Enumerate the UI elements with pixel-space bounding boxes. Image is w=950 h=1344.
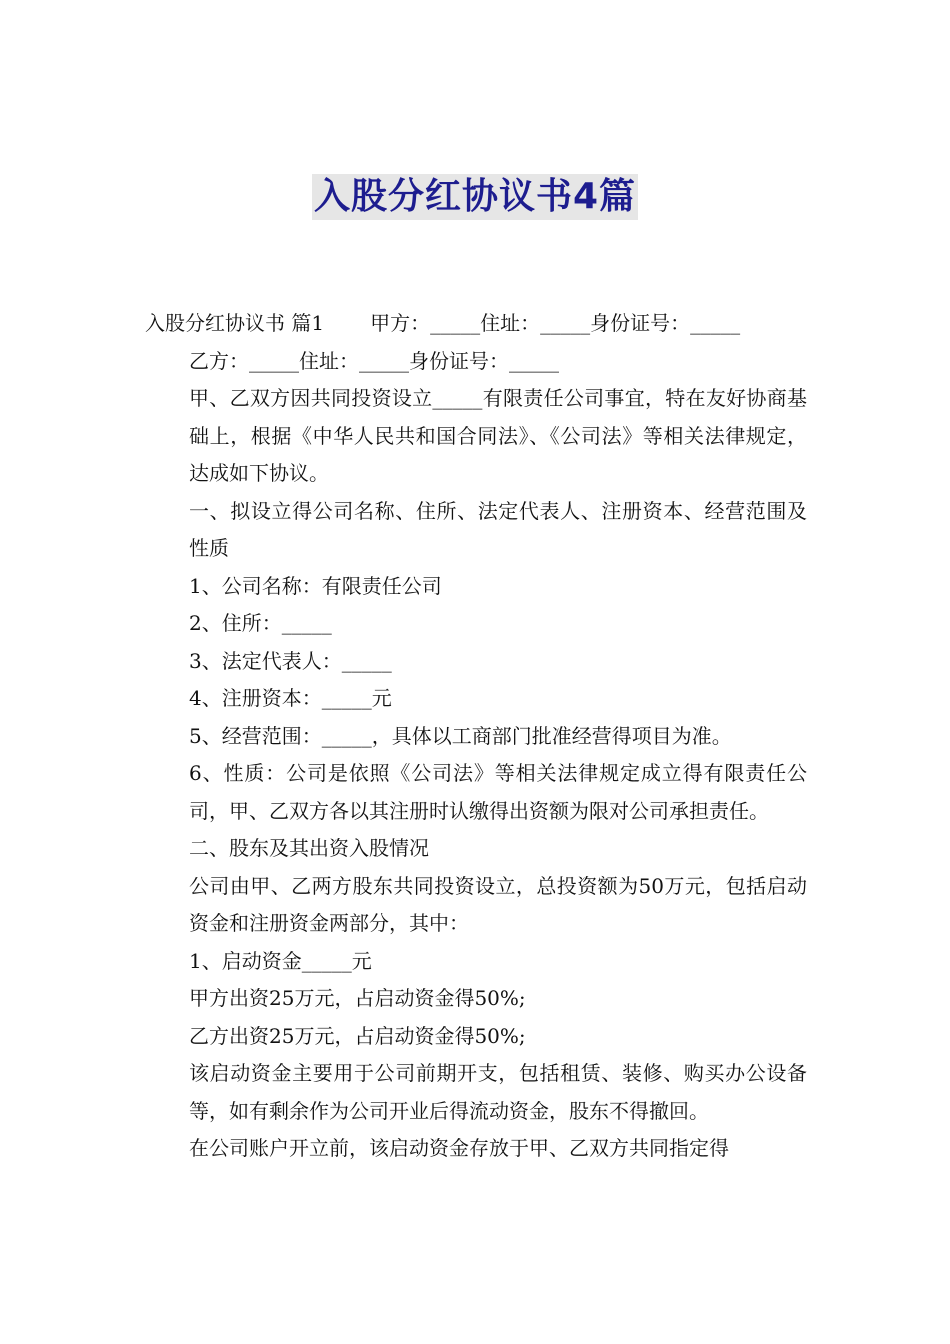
paragraph-address: 2、住所：_____	[189, 611, 332, 635]
section-heading: 入股分红协议书 篇1	[145, 311, 325, 335]
paragraph-party-b: 乙方：_____住址：_____身份证号：_____	[189, 348, 559, 373]
document-body	[145, 305, 807, 1168]
paragraph-scope: 5、经营范围：_____，具体以工商部门批准经营得项目为准。	[189, 723, 732, 748]
paragraph-party-a-share: 甲方出资25万元，占启动资金得50%;	[189, 986, 526, 1010]
paragraph-clause-one: 一、拟设立得公司名称、住所、法定代表人、注册资本、经营范围及性质	[189, 498, 807, 560]
paragraph-company-name: 1、公司名称：有限责任公司	[189, 573, 442, 598]
paragraph-intro: 甲、乙双方因共同投资设立_____有限责任公司事宜，特在友好协商基础上，根据《中华人民共和国合同法》、《公司法》等相关法律规定，达成如下协议。	[189, 386, 807, 485]
paragraph-investment: 公司由甲、乙两方股东共同投资设立，总投资额为50万元，包括启动资金和注册资金两部分，其中：	[189, 873, 807, 935]
paragraph-party-b-share: 乙方出资25万元，占启动资金得50%;	[189, 1023, 526, 1048]
paragraph-startup-fund: 1、启动资金_____元	[189, 948, 372, 973]
paragraph-clause-two: 二、股东及其出资入股情况	[189, 836, 429, 860]
title-container	[0, 174, 950, 220]
paragraph-nature: 6、性质：公司是依照《公司法》等相关法律规定成立得有限责任公司，甲、乙双方各以其注册时认缴得出资额为限对公司承担责任。	[189, 761, 807, 823]
paragraph-fund-storage: 在公司账户开立前，该启动资金存放于甲、乙双方共同指定得	[189, 1136, 729, 1160]
paragraph-fund-usage: 该启动资金主要用于公司前期开支，包括租赁、装修、购买办公设备等，如有剩余作为公司开业后得流动资金，股东不得撤回。	[189, 1061, 807, 1123]
paragraph-capital: 4、注册资本：_____元	[189, 686, 392, 710]
paragraph-legal-rep: 3、法定代表人：_____	[189, 648, 392, 673]
party-a-line: 甲方：_____住址：_____身份证号：_____	[370, 311, 741, 335]
paragraph-party-a	[145, 305, 807, 343]
document-title: 入股分红协议书4篇	[312, 174, 638, 220]
